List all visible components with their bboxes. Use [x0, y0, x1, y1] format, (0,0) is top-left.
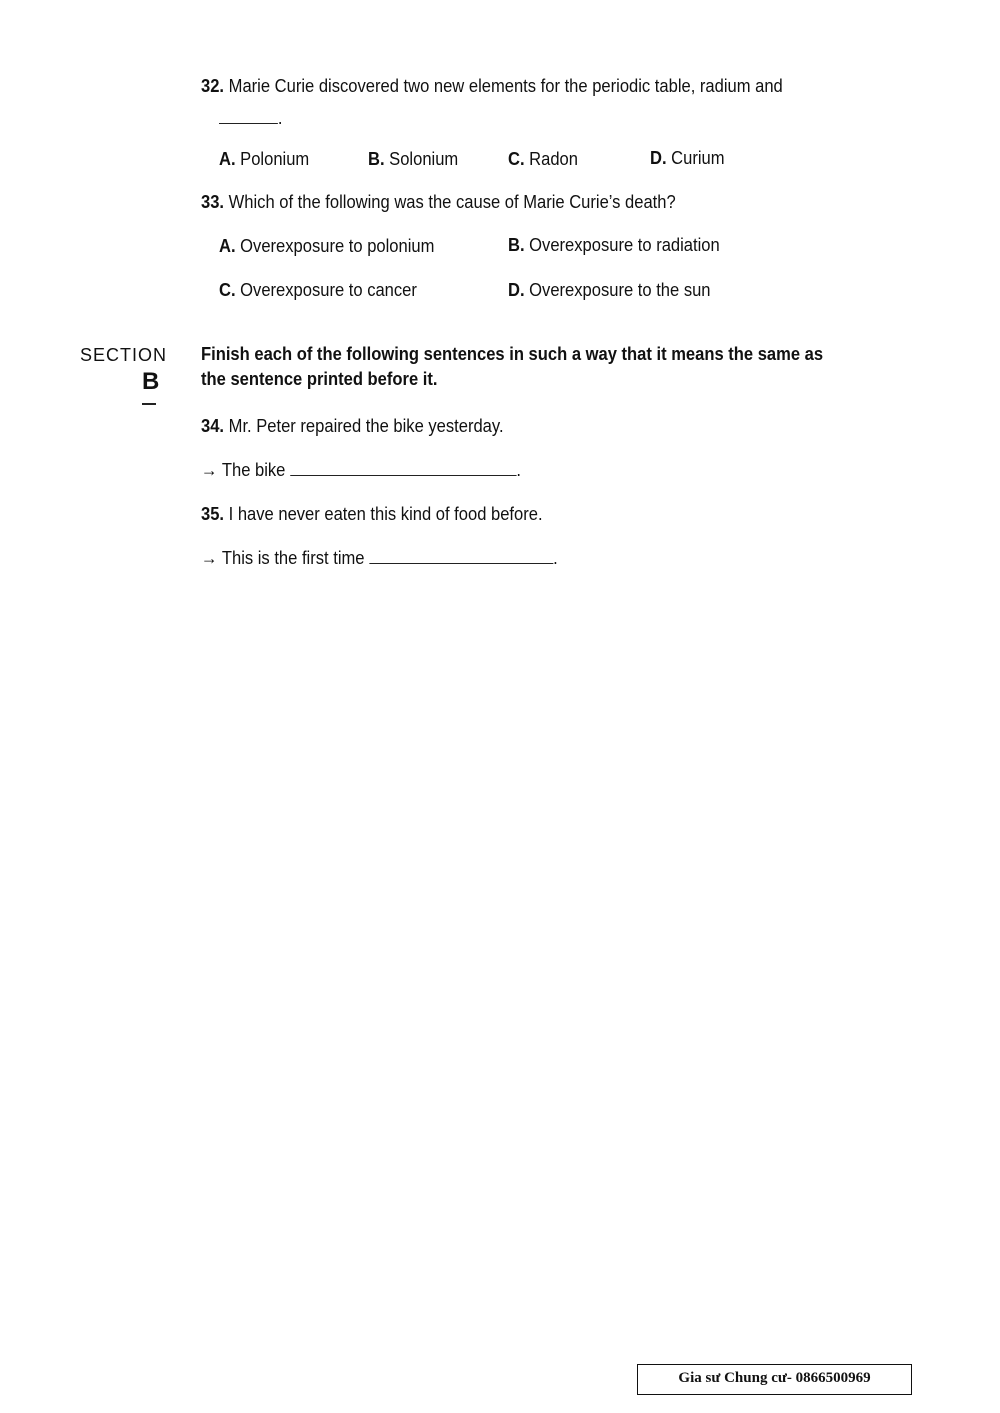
- answer-blank[interactable]: [290, 474, 516, 476]
- option-33-d[interactable]: D. Overexposure to the sun: [508, 280, 711, 300]
- arrow-icon: →: [201, 460, 218, 480]
- section-label: SECTION: [80, 345, 168, 365]
- question-33: [201, 192, 676, 213]
- question-32-blank: .: [219, 108, 282, 129]
- answer-blank[interactable]: [219, 122, 278, 124]
- question-35-answer: → This is the first time .: [201, 548, 558, 568]
- question-35: [201, 504, 543, 525]
- section-divider: [142, 403, 156, 405]
- section-instruction-line-1: Finish each of the following sentences in such a way that it means the same as: [201, 344, 824, 364]
- answer-prompt: This is the first time: [221, 548, 365, 568]
- question-number: 34.: [201, 416, 225, 436]
- question-text: Marie Curie discovered two new elements for the periodic table, radium and: [228, 76, 783, 96]
- option-33-b[interactable]: B. Overexposure to radiation: [508, 235, 720, 255]
- question-text: Which of the following was the cause of Marie Curie’s death?: [228, 192, 676, 212]
- option-32-a[interactable]: A. Polonium: [219, 149, 310, 169]
- question-32: [201, 76, 783, 97]
- option-33-a[interactable]: A. Overexposure to polonium: [219, 236, 435, 256]
- question-number: 32.: [201, 76, 225, 96]
- question-34-answer: → The bike .: [201, 460, 521, 480]
- question-number: 35.: [201, 504, 225, 524]
- answer-blank[interactable]: [369, 562, 553, 564]
- answer-prompt: The bike: [221, 460, 286, 480]
- question-number: 33.: [201, 192, 225, 212]
- arrow-icon: →: [201, 548, 218, 568]
- section-instruction-line-2: the sentence printed before it.: [201, 369, 438, 389]
- option-32-c[interactable]: C. Radon: [508, 149, 578, 169]
- question-text: Mr. Peter repaired the bike yesterday.: [228, 416, 504, 436]
- section-letter: B: [142, 368, 160, 395]
- option-32-b[interactable]: B. Solonium: [368, 149, 459, 169]
- option-33-c[interactable]: C. Overexposure to cancer: [219, 280, 417, 300]
- question-34: [201, 416, 504, 437]
- footer-contact-box: Gia sư Chung cư- 0866500969: [637, 1364, 912, 1395]
- option-32-d[interactable]: D. Curium: [650, 148, 725, 168]
- question-text: I have never eaten this kind of food before.: [228, 504, 543, 524]
